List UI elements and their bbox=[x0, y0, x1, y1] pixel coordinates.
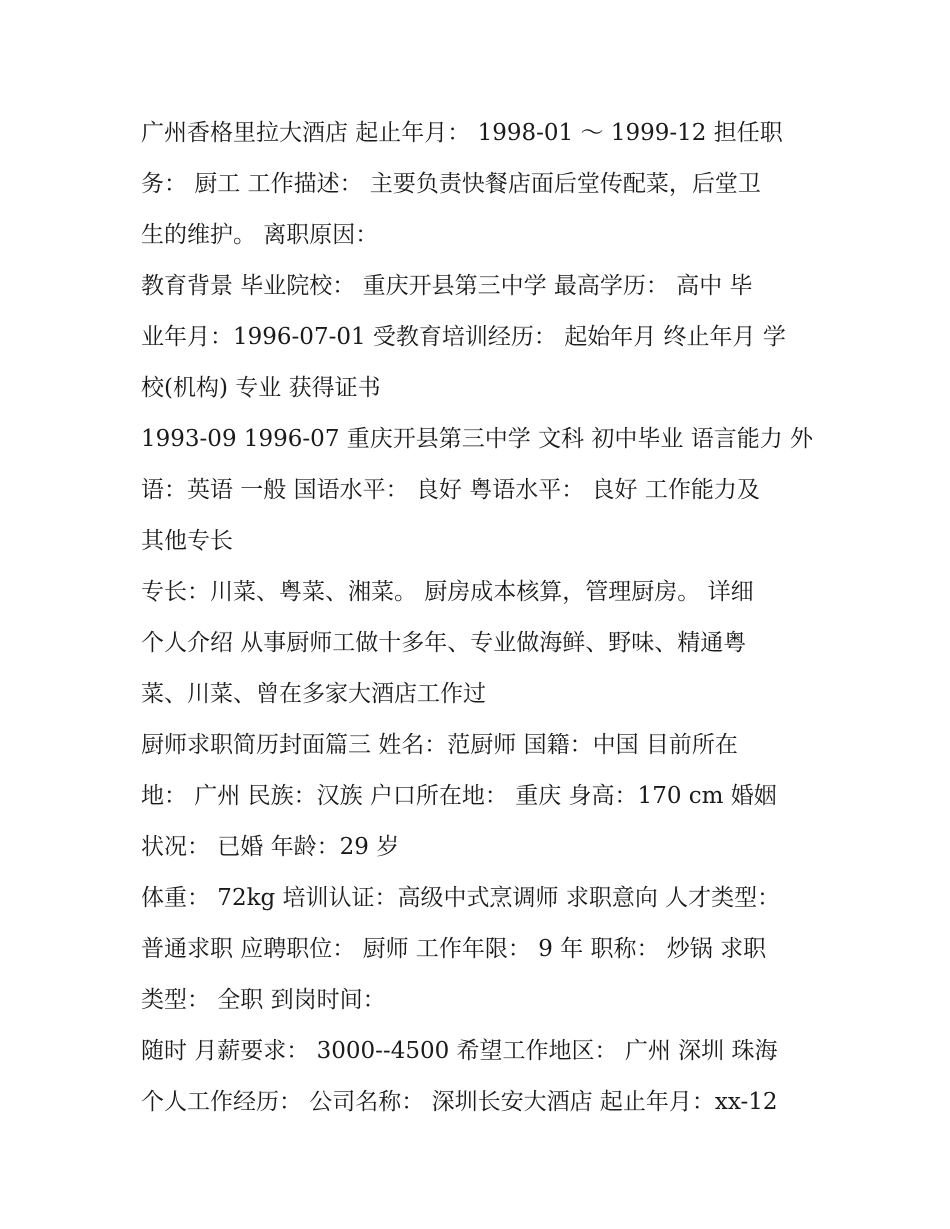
text-line: 务： 厨工 工作描述： 主要负责快餐店面后堂传配菜，后堂卫 bbox=[141, 171, 761, 197]
text-line: 教育背景 毕业院校： 重庆开县第三中学 最高学历： 高中 毕 bbox=[141, 273, 753, 299]
text-line: 个人工作经历： 公司名称： 深圳长安大酒店 起止年月：xx-12 bbox=[141, 1089, 778, 1115]
document-body bbox=[141, 108, 821, 1128]
text-line: 其他专长 bbox=[141, 528, 233, 554]
text-line: 类型： 全职 到岗时间： bbox=[141, 987, 386, 1013]
text-line: 厨师求职简历封面篇三 姓名：范厨师 国籍：中国 目前所在 bbox=[141, 732, 738, 758]
text-line: 校(机构) 专业 获得证书 bbox=[141, 375, 381, 401]
text-line: 语：英语 一般 国语水平： 良好 粤语水平： 良好 工作能力及 bbox=[141, 477, 760, 503]
text-line: 业年月：1996-07-01 受教育培训经历： 起始年月 终止年月 学 bbox=[141, 324, 786, 350]
text-line: 普通求职 应聘职位： 厨师 工作年限： 9 年 职称： 炒锅 求职 bbox=[141, 936, 767, 962]
text-line: 菜、川菜、曾在多家大酒店工作过 bbox=[141, 681, 486, 707]
text-line: 生的维护。 离职原因： bbox=[141, 222, 379, 248]
text-line: 体重： 72kg 培训认证：高级中式烹调师 求职意向 人才类型： bbox=[141, 885, 781, 911]
text-line: 广州香格里拉大酒店 起止年月： 1998-01 ～ 1999-12 担任职 bbox=[141, 120, 783, 146]
text-line: 个人介绍 从事厨师工做十多年、专业做海鲜、野味、精通粤 bbox=[141, 630, 747, 656]
text-line: 地： 广州 民族：汉族 户口所在地： 重庆 身高：170 cm 婚姻 bbox=[141, 783, 777, 809]
text-line: 状况： 已婚 年龄：29 岁 bbox=[141, 834, 400, 860]
text-line: 随时 月薪要求： 3000--4500 希望工作地区： 广州 深圳 珠海 bbox=[141, 1038, 778, 1064]
text-line: 专长：川菜、粤菜、湘菜。 厨房成本核算，管理厨房。 详细 bbox=[141, 579, 754, 605]
text-line: 1993-09 1996-07 重庆开县第三中学 文科 初中毕业 语言能力 外 bbox=[141, 426, 814, 452]
